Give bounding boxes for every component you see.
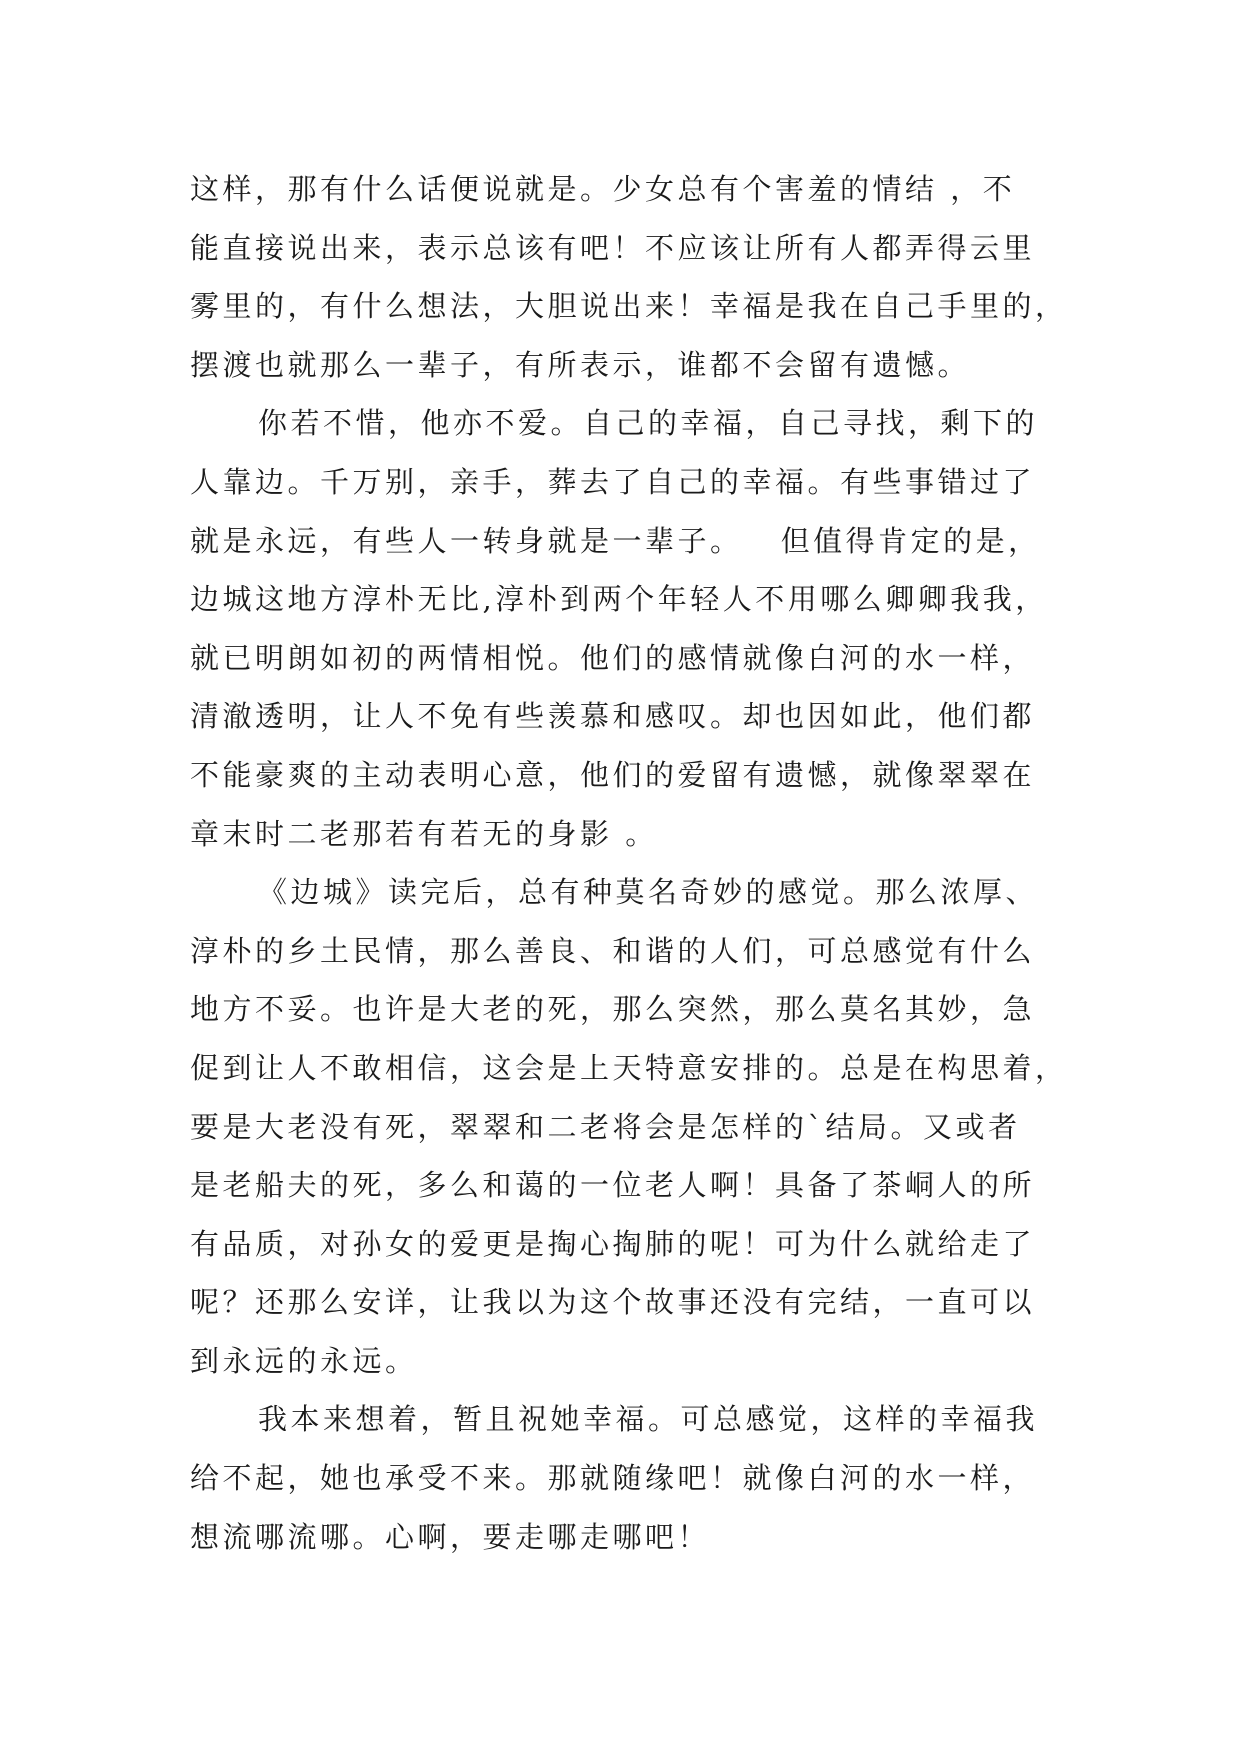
text-line: 章末时二老那若有若无的身影 。: [190, 816, 658, 851]
text-line: 人靠边。千万别，亲手，葬去了自己的幸福。有些事错过了: [190, 464, 1036, 499]
text-line: 这样，那有什么话便说就是。少女总有个害羞的情结 ，不: [190, 172, 1016, 206]
text-line: 给不起，她也承受不来。那就随缘吧！就像白河的水一样，: [190, 1461, 1036, 1496]
text-line: 你若不惜，他亦不爱。自己的幸福，自己寻找，剩下的: [258, 406, 1039, 441]
text-line: 雾里的，有什么想法，大胆说出来！幸福是我在自己手里的，: [190, 289, 1068, 324]
text-line: 是老船夫的死，多么和蔼的一位老人啊！具备了茶峒人的所: [190, 1168, 1036, 1203]
paragraph-1: [190, 160, 1068, 394]
text-line: 促到让人不敢相信，这会是上天特意安排的。总是在构思着，: [190, 1050, 1068, 1085]
text-line: 有品质，对孙女的爱更是掏心掏肺的呢！可为什么就给走了: [190, 1226, 1036, 1261]
paragraph-2: [190, 394, 1060, 863]
text-line: 想流哪流哪。心啊，要走哪走哪吧！: [190, 1519, 711, 1554]
paragraph-3: [190, 863, 1068, 1390]
text-line: 清澈透明，让人不免有些羡慕和感叹。却也因如此，他们都: [190, 699, 1036, 734]
document-page: [190, 160, 1068, 1566]
text-line: 我本来想着，暂且祝她幸福。可总感觉，这样的幸福我: [258, 1402, 1039, 1437]
text-line: 到永远的永远。: [190, 1343, 418, 1378]
text-line: 就已明朗如初的两情相悦。他们的感情就像白河的水一样，: [190, 640, 1036, 675]
text-line: 要是大老没有死，翠翠和二老将会是怎样的`结局。又或者: [190, 1109, 1021, 1144]
text-line: 呢？还那么安详，让我以为这个故事还没有完结，一直可以: [190, 1285, 1036, 1320]
text-line: 摆渡也就那么一辈子，有所表示，谁都不会留有遗憾。: [190, 347, 971, 382]
text-line: 就是永远，有些人一转身就是一辈子。 但值得肯定的是，: [190, 523, 1041, 558]
text-line: 《边城》读完后，总有种莫名奇妙的感觉。那么浓厚、: [258, 875, 1039, 910]
paragraph-4: [190, 1390, 1060, 1566]
text-line: 边城这地方淳朴无比,淳朴到两个年轻人不用哪么卿卿我我，: [190, 582, 1048, 617]
text-line: 淳朴的乡土民情，那么善良、和谐的人们，可总感觉有什么: [190, 933, 1036, 968]
text-line: 地方不妥。也许是大老的死，那么突然，那么莫名其妙，急: [190, 992, 1036, 1027]
text-line: 不能豪爽的主动表明心意，他们的爱留有遗憾，就像翠翠在: [190, 757, 1036, 792]
text-line: 能直接说出来，表示总该有吧！不应该让所有人都弄得云里: [190, 230, 1036, 265]
